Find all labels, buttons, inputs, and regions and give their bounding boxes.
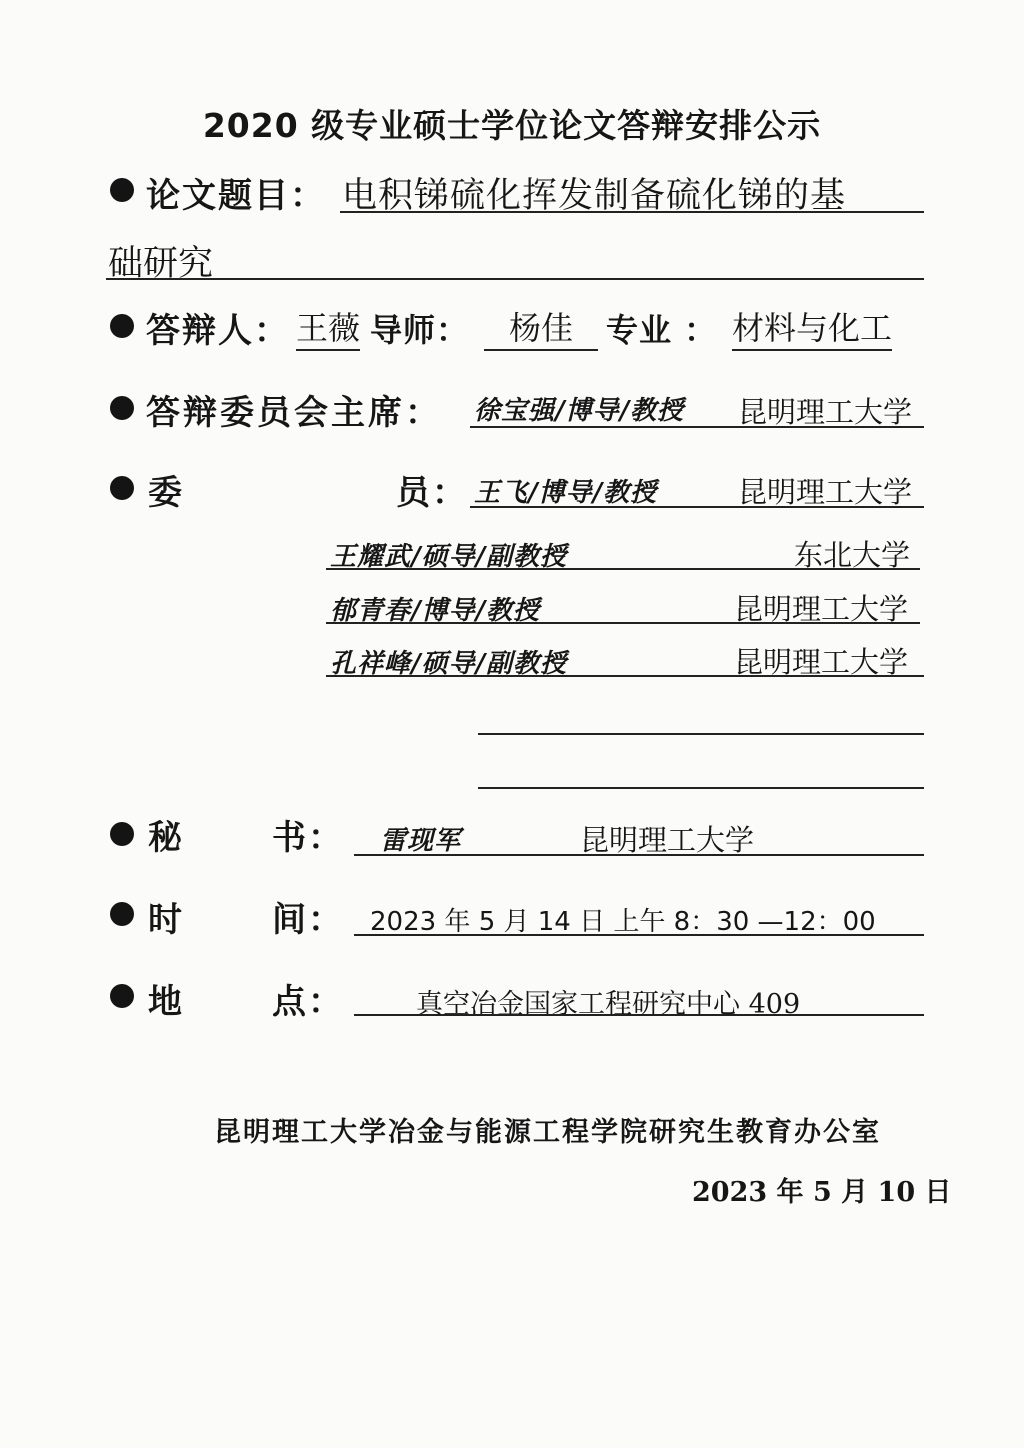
thesis-label: 论文题目： bbox=[146, 176, 326, 216]
member-underline bbox=[326, 622, 920, 624]
page-title: 2020 级专业硕士学位论文答辩安排公示 bbox=[202, 106, 822, 145]
advisor-label: 导师： bbox=[370, 311, 470, 349]
member-underline bbox=[470, 506, 924, 508]
bullet-icon bbox=[110, 984, 134, 1008]
blank-member-line bbox=[478, 787, 924, 789]
secretary-org: 昆明理工大学 bbox=[580, 823, 755, 857]
members-label-a: 委 bbox=[148, 473, 184, 513]
bullet-icon bbox=[110, 476, 134, 500]
bullet-icon bbox=[110, 822, 134, 846]
blank-member-line bbox=[478, 733, 924, 735]
issuing-office: 昆明理工大学冶金与能源工程学院研究生教育办公室 bbox=[214, 1117, 881, 1148]
time-label-b: 间： bbox=[272, 900, 344, 940]
time-value: 2023 年 5 月 14 日 上午 8：30 —12：00 bbox=[370, 907, 876, 937]
place-label-b: 点： bbox=[272, 982, 344, 1022]
member-name: 孔祥峰/硕导/副教授 bbox=[330, 649, 567, 679]
member-org: 东北大学 bbox=[794, 538, 911, 572]
respondent-name: 王薇 bbox=[296, 303, 360, 351]
bullet-icon bbox=[110, 178, 134, 202]
member-org: 昆明理工大学 bbox=[738, 475, 913, 509]
member-name: 王耀武/硕导/副教授 bbox=[330, 542, 567, 572]
time-label-a: 时 bbox=[148, 900, 184, 940]
chair-name: 徐宝强/博导/教授 bbox=[474, 396, 684, 426]
secretary-name: 雷现军 bbox=[380, 826, 462, 856]
time-underline bbox=[354, 934, 924, 936]
secretary-underline bbox=[354, 854, 924, 856]
bullet-icon bbox=[110, 396, 134, 420]
member-underline bbox=[326, 675, 924, 677]
major-value: 材料与化工 bbox=[732, 303, 892, 351]
secretary-label-b: 书： bbox=[272, 818, 344, 858]
place-underline bbox=[354, 1014, 924, 1016]
member-name: 郁青春/博导/教授 bbox=[330, 596, 540, 626]
chair-underline bbox=[470, 426, 924, 428]
bullet-icon bbox=[110, 902, 134, 926]
respondent-label: 答辩人： bbox=[146, 311, 290, 351]
secretary-label-a: 秘 bbox=[148, 818, 184, 858]
place-value: 真空冶金国家工程研究中心 409 bbox=[416, 989, 801, 1020]
thesis-title-line2: 础研究 bbox=[108, 244, 214, 284]
chair-org: 昆明理工大学 bbox=[738, 395, 913, 429]
advisor-name: 杨佳 bbox=[484, 303, 598, 351]
major-label: 专业 ： bbox=[606, 311, 718, 349]
place-label-a: 地 bbox=[148, 982, 184, 1022]
chair-label: 答辩委员会主席： bbox=[146, 393, 442, 433]
members-label-b: 员： bbox=[396, 473, 468, 513]
thesis-underline-2 bbox=[106, 278, 924, 280]
member-name: 王飞/博导/教授 bbox=[474, 478, 657, 508]
thesis-underline bbox=[340, 211, 924, 213]
bullet-icon bbox=[110, 314, 134, 338]
issue-date: 2023 年 5 月 10 日 bbox=[692, 1177, 952, 1208]
member-underline bbox=[326, 568, 920, 570]
member-org: 昆明理工大学 bbox=[734, 592, 909, 626]
member-org: 昆明理工大学 bbox=[734, 645, 909, 679]
thesis-title-line1: 电积锑硫化挥发制备硫化锑的基 bbox=[342, 176, 847, 216]
